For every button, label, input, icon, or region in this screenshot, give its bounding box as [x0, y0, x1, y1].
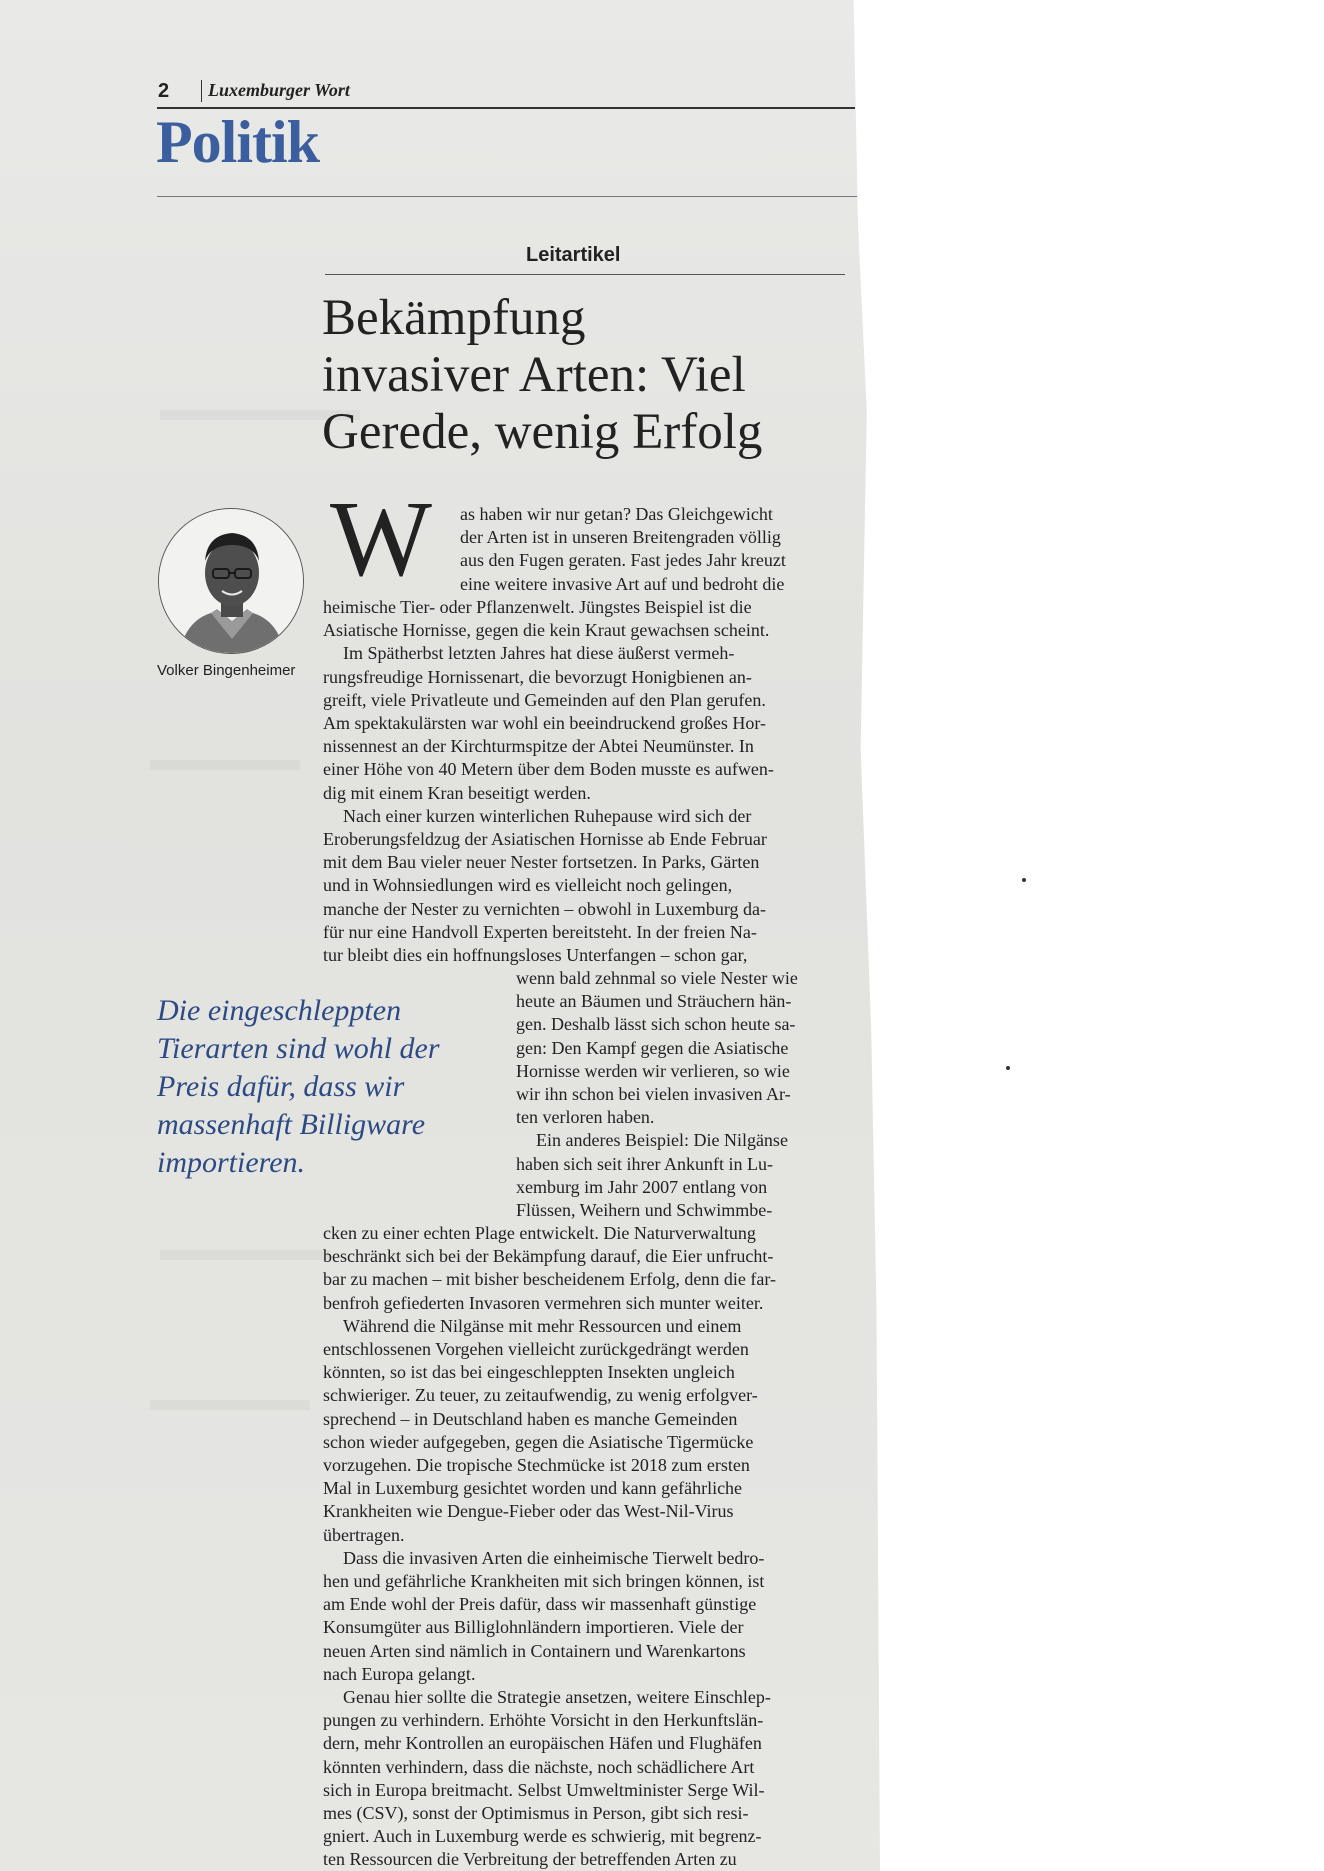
body-line: mit dem Bau vieler neuer Nester fortsetzen. In Parks, Gärten — [323, 852, 760, 873]
body-line: tur bleibt dies ein hoffnungsloses Unterfangen – schon gar, — [323, 945, 748, 966]
body-line: schon wieder aufgegeben, gegen die Asiatische Tigermücke — [323, 1431, 754, 1452]
body-line: Während die Nilgänse mit mehr Ressourcen und einem — [343, 1315, 742, 1336]
body-line: schwieriger. Zu teuer, zu zeitaufwendig, zu wenig erfolgver- — [323, 1385, 758, 1406]
body-line: benfroh gefiederten Invasoren vermehren sich munter weiter. — [323, 1292, 764, 1313]
body-lower-block — [323, 1222, 776, 1871]
body-line: der Arten ist in unseren Breitengraden völlig — [460, 527, 781, 548]
body-line: ten Ressourcen die Verbreitung der betreffenden Arten zu — [323, 1849, 737, 1870]
body-line: nissennest an der Kirchturmspitze der Abtei Neumünster. In — [323, 736, 754, 757]
body-line: Krankheiten wie Dengue-Fieber oder das West-Nil-Virus — [323, 1501, 734, 1522]
body-line: manche der Nester zu vernichten – obwohl in Luxemburg da- — [323, 898, 767, 919]
body-line: rungsfreudige Hornissenart, die bevorzugt Honigbienen an- — [323, 666, 752, 687]
body-line: haben sich seit ihrer Ankunft in Lu- — [516, 1153, 773, 1174]
body-line: gen: Den Kampf gegen die Asiatische — [516, 1037, 789, 1058]
dropcap-paragraph-lines — [460, 503, 786, 596]
body-line: nach Europa gelangt. — [323, 1663, 476, 1684]
body-line: am Ende wohl der Preis dafür, dass wir massenhaft günstige — [323, 1594, 757, 1615]
body-line: heute an Bäumen und Sträuchern hän- — [516, 991, 792, 1012]
body-line: vorzugehen. Die tropische Stechmücke ist 2018 zum ersten — [323, 1455, 750, 1476]
newspaper-name: Luxemburger Wort — [208, 80, 350, 100]
headline-line: invasiver Arten: Viel — [322, 347, 746, 403]
body-line: wir ihn schon bei vielen invasiven Ar- — [516, 1084, 791, 1105]
body-line: übertragen. — [323, 1524, 405, 1545]
body-line: wenn bald zehnmal so viele Nester wie — [516, 968, 798, 988]
body-line: xemburg im Jahr 2007 entlang von — [516, 1176, 768, 1197]
body-line: aus den Fugen geraten. Fast jedes Jahr kreuzt — [460, 550, 786, 571]
body-line: mes (CSV), sonst der Optimismus in Person, gibt sich resi- — [323, 1803, 749, 1824]
body-line: dig mit einem Kran beseitigt werden. — [323, 782, 591, 803]
headline-line: Gerede, wenig Erfolg — [322, 404, 763, 460]
section-rule — [157, 196, 857, 197]
body-line: Mal in Luxemburg gesichtet worden und kann gefährliche — [323, 1478, 743, 1499]
body-line: gen. Deshalb lässt sich schon heute sa- — [516, 1014, 796, 1035]
body-line: Hornisse werden wir verlieren, so wie — [516, 1060, 790, 1081]
body-line: und in Wohnsiedlungen wird es vielleicht noch gelingen, — [323, 875, 733, 896]
body-line: bar zu machen – mit bisher bescheidenem Erfolg, denn die far- — [323, 1269, 776, 1290]
scan-speck — [1022, 878, 1026, 882]
body-line: eine weitere invasive Art auf und bedroht die — [460, 573, 785, 594]
pull-quote-line: Tierarten sind wohl der — [157, 1032, 440, 1065]
author-name: Volker Bingenheimer — [157, 662, 296, 679]
body-line: könnten, so ist das bei eingeschleppten Insekten ungleich — [323, 1362, 735, 1383]
body-line: neuen Arten sind nämlich in Containern und Warenkartons — [323, 1640, 746, 1661]
body-upper-block — [323, 596, 774, 967]
body-line: entschlossenen Vorgehen vielleicht zurückgedrängt werden — [323, 1339, 749, 1360]
body-line: cken zu einer echten Plage entwickelt. Die Naturverwaltung — [323, 1223, 756, 1243]
page-number: 2 — [158, 80, 170, 102]
masthead-separator — [201, 80, 202, 102]
body-line: greift, viele Privatleute und Gemeinden auf den Plan gerufen. — [323, 689, 766, 710]
body-line: gniert. Auch in Luxemburg werde es schwierig, mit begrenz- — [323, 1826, 762, 1847]
pull-quote-line: Preis dafür, dass wir — [157, 1070, 405, 1103]
body-line: hen und gefährliche Krankheiten mit sich bringen können, ist — [323, 1571, 765, 1592]
body-line: einer Höhe von 40 Metern über dem Boden musste es aufwen- — [323, 759, 774, 780]
body-line: pungen zu verhindern. Erhöhte Vorsicht in den Herkunftslän- — [323, 1710, 764, 1731]
body-line: ten verloren haben. — [516, 1107, 655, 1128]
pull-quote-line: massenhaft Billigware — [157, 1108, 426, 1141]
section-title: Politik — [156, 109, 320, 175]
pull-quote-line: importieren. — [157, 1146, 306, 1179]
scan-speck — [1006, 1066, 1010, 1070]
body-line: Im Spätherbst letzten Jahres hat diese äußerst vermeh- — [343, 643, 735, 664]
show-through-line — [150, 760, 300, 770]
body-line: Am spektakulärsten war wohl ein beeindruckend großes Hor- — [323, 713, 767, 734]
body-line: für nur eine Handvoll Experten bereitsteht. In der freien Na- — [323, 921, 757, 942]
body-line: sprechend – in Deutschland haben es manche Gemeinden — [323, 1408, 738, 1429]
body-line: heimische Tier- oder Pflanzenwelt. Jüngstes Beispiel ist die — [323, 597, 752, 617]
body-line: beschränkt sich bei der Bekämpfung darauf, die Eier unfrucht- — [323, 1246, 774, 1267]
headline-line: Bekämpfung — [322, 290, 586, 346]
article-headline — [322, 290, 862, 461]
body-line: Ein anderes Beispiel: Die Nilgänse — [536, 1130, 788, 1151]
author-portrait-image — [159, 509, 304, 654]
body-line: Dass die invasiven Arten die einheimische Tierwelt bedro- — [343, 1547, 765, 1568]
body-line: as haben wir nur getan? Das Gleichgewicht — [460, 504, 773, 524]
body-line: sich in Europa breitmacht. Selbst Umweltminister Serge Wil- — [323, 1779, 765, 1800]
body-line: dern, mehr Kontrollen an europäischen Häfen und Flughäfen — [323, 1733, 762, 1754]
pull-quote — [157, 992, 497, 1182]
body-line: könnten verhindern, dass die nächste, noch schädlichere Art — [323, 1756, 755, 1777]
body-line: Flüssen, Weihern und Schwimmbe- — [516, 1200, 773, 1221]
body-line: Asiatische Hornisse, gegen die kein Kraut gewachsen scheint. — [323, 620, 770, 641]
show-through-line — [160, 1250, 330, 1260]
show-through-line — [150, 1400, 310, 1410]
body-line: Nach einer kurzen winterlichen Ruhepause wird sich der — [343, 805, 752, 826]
body-line: Eroberungsfeldzug der Asiatischen Hornisse ab Ende Februar — [323, 829, 767, 850]
pull-quote-line: Die eingeschleppten — [157, 994, 402, 1027]
article-kicker: Leitartikel — [526, 244, 621, 266]
body-line: Konsumgüter aus Billiglohnländern importieren. Viele der — [323, 1617, 744, 1638]
drop-cap: W — [330, 480, 432, 599]
body-line: Genau hier sollte die Strategie ansetzen, weitere Einschlep- — [343, 1687, 771, 1708]
body-narrow-block — [516, 967, 798, 1222]
kicker-rule — [325, 274, 845, 275]
author-portrait — [158, 508, 304, 654]
